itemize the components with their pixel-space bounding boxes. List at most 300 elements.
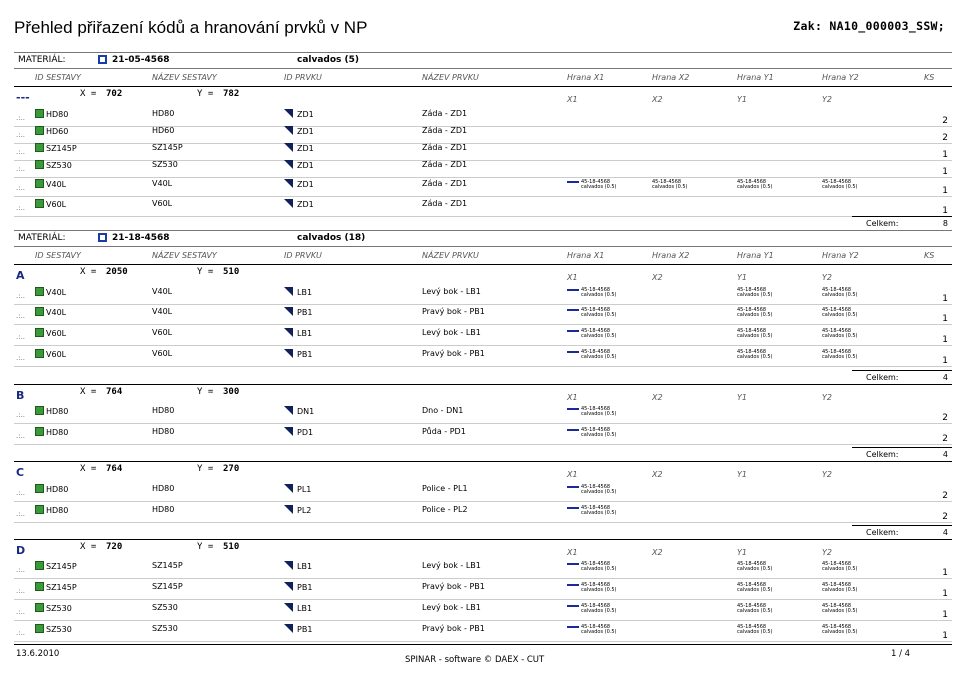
part-id: PB1 [297, 625, 313, 634]
edge-code: 45-18-4568 [737, 179, 767, 185]
part-name: Pravý bok - PB1 [422, 349, 485, 358]
material-code: 21-18-4568 [98, 233, 170, 243]
column-header [14, 251, 952, 263]
edge-line [567, 330, 579, 332]
y-label: Y = [197, 387, 214, 397]
edge-material: calvados (0.5) [822, 629, 858, 635]
assembly-icon [35, 484, 44, 493]
part-icon [284, 406, 293, 415]
row-marker: .:.. [16, 489, 26, 497]
edge-code: 45-18-4568 [737, 561, 767, 567]
part-name: Záda - ZD1 [422, 109, 468, 118]
material-code: 21-05-4568 [98, 55, 170, 65]
row-marker: .:.. [16, 148, 26, 156]
row-marker: .:.. [16, 131, 26, 139]
edge-banding-y2 [822, 604, 882, 614]
edge-code: 45-18-4568 [822, 179, 852, 185]
edge-code: 45-18-4568 [581, 582, 611, 588]
group-letter: C [16, 466, 25, 479]
assembly-icon [35, 406, 44, 415]
edge-line [567, 351, 579, 353]
edge-banding-y1 [737, 329, 797, 339]
assembly-name: HD80 [152, 427, 175, 436]
assembly-id: HD80 [46, 407, 69, 416]
assembly-id-cell [35, 603, 72, 613]
quantity: 2 [942, 434, 948, 444]
edge-material: calvados (0.5) [822, 333, 858, 339]
total-label: Celkem: [866, 219, 899, 228]
assembly-name: V40L [152, 179, 173, 188]
part-id: ZD1 [297, 200, 314, 209]
edge-line [567, 408, 579, 410]
table-row[interactable] [14, 600, 952, 621]
part-icon [284, 505, 293, 514]
table-row[interactable] [14, 424, 952, 445]
group-divider [14, 264, 952, 265]
total-label: Celkem: [866, 373, 899, 382]
edge-column-label: Y1 [737, 273, 747, 282]
edge-material: calvados (0.5) [581, 432, 617, 438]
edge-material: calvados (0.5) [581, 566, 617, 572]
column-header-label: ID SESTAVY [35, 251, 81, 260]
quantity: 2 [942, 116, 948, 126]
edge-material: calvados (0.5) [822, 292, 858, 298]
edge-code: 45-18-4568 [822, 624, 852, 630]
group-total [852, 370, 952, 383]
edge-code: 45-18-4568 [737, 624, 767, 630]
edge-material: calvados (0.5) [581, 411, 617, 417]
part-icon [284, 484, 293, 493]
assembly-id-cell [35, 561, 77, 571]
assembly-id: HD80 [46, 428, 69, 437]
total-value: 4 [942, 373, 948, 382]
edge-material: calvados (0.5) [581, 354, 617, 360]
assembly-name: SZ145P [152, 582, 183, 591]
part-name: Pravý bok - PB1 [422, 582, 485, 591]
total-value: 8 [942, 219, 948, 228]
assembly-name: HD80 [152, 109, 175, 118]
assembly-icon [35, 349, 44, 358]
part-icon [284, 349, 293, 358]
quantity: 1 [942, 167, 948, 177]
footer-date: 13.6.2010 [16, 649, 60, 659]
edge-material: calvados (0.5) [737, 333, 773, 339]
part-id: ZD1 [297, 144, 314, 153]
part-icon [284, 603, 293, 612]
part-id-cell [284, 199, 314, 209]
edge-material: calvados (0.5) [581, 489, 617, 495]
quantity: 2 [942, 413, 948, 423]
group-total [852, 525, 952, 538]
edge-code: 45-18-4568 [581, 505, 611, 511]
part-id: PL2 [297, 506, 312, 515]
edge-code: 45-18-4568 [737, 349, 767, 355]
row-marker: .:.. [16, 629, 26, 637]
quantity: 1 [942, 610, 948, 620]
footer-software: SPINAR - software © DAEX - CUT [405, 655, 545, 665]
column-header-label: Hrana Y2 [822, 73, 859, 82]
assembly-id: SZ530 [46, 161, 72, 170]
part-name: Záda - ZD1 [422, 126, 468, 135]
edge-material: calvados (0.5) [581, 587, 617, 593]
table-row[interactable] [14, 579, 952, 600]
part-name: Záda - ZD1 [422, 143, 468, 152]
edge-column-label: X1 [567, 470, 578, 479]
edge-banding-y2 [822, 583, 882, 593]
y-label: Y = [197, 464, 214, 474]
part-icon [284, 126, 293, 135]
part-name: Levý bok - LB1 [422, 603, 481, 612]
assembly-id: V40L [46, 288, 67, 297]
table-row[interactable] [14, 176, 952, 197]
material-name: calvados (5) [297, 55, 360, 65]
edge-banding-y1 [737, 562, 797, 572]
row-marker: .:.. [16, 566, 26, 574]
edge-material: calvados (0.5) [822, 587, 858, 593]
edge-code: 45-18-4568 [737, 287, 767, 293]
assembly-name: SZ530 [152, 160, 178, 169]
assembly-id: V60L [46, 200, 67, 209]
edge-material: calvados (0.5) [652, 184, 688, 190]
edge-material: calvados (0.5) [737, 566, 773, 572]
quantity: 2 [942, 491, 948, 501]
edge-code: 45-18-4568 [581, 484, 611, 490]
table-row[interactable] [14, 157, 952, 178]
part-id-cell [284, 109, 314, 119]
part-icon [284, 582, 293, 591]
group-total [852, 447, 952, 460]
assembly-icon [35, 505, 44, 514]
edge-banding-x1 [567, 288, 627, 298]
row-marker: .:.. [16, 411, 26, 419]
edge-code: 45-18-4568 [822, 328, 852, 334]
part-id: ZD1 [297, 127, 314, 136]
edge-banding-y1 [737, 625, 797, 635]
part-id-cell [284, 406, 314, 416]
x-label: X = [80, 89, 97, 99]
part-name: Pravý bok - PB1 [422, 624, 485, 633]
edge-code: 45-18-4568 [737, 307, 767, 313]
edge-column-label: Y2 [822, 470, 832, 479]
edge-banding-y2 [822, 329, 882, 339]
assembly-id-cell [35, 427, 68, 437]
assembly-name: V40L [152, 287, 173, 296]
edge-line [567, 429, 579, 431]
group-letter: D [16, 544, 26, 557]
part-icon [284, 109, 293, 118]
assembly-id: HD60 [46, 127, 69, 136]
edge-material: calvados (0.5) [737, 292, 773, 298]
x-label: X = [80, 387, 97, 397]
part-id: PD1 [297, 428, 314, 437]
edge-banding-x1 [567, 428, 627, 438]
table-row[interactable] [14, 346, 952, 367]
group-header [14, 89, 952, 104]
edge-code: 45-18-4568 [581, 624, 611, 630]
part-icon [284, 143, 293, 152]
part-id-cell [284, 126, 314, 136]
part-id: ZD1 [297, 161, 314, 170]
assembly-name: V60L [152, 328, 173, 337]
part-name: Police - PL1 [422, 484, 468, 493]
edge-banding-x2 [652, 180, 712, 190]
quantity: 1 [942, 186, 948, 196]
footer-page: 1 / 4 [891, 649, 911, 659]
edge-banding-x1 [567, 583, 627, 593]
edge-code: 45-18-4568 [822, 582, 852, 588]
part-name: Levý bok - LB1 [422, 561, 481, 570]
quantity: 1 [942, 314, 948, 324]
edge-material: calvados (0.5) [822, 312, 858, 318]
column-header-label: Hrana X1 [567, 251, 605, 260]
edge-code: 45-18-4568 [581, 603, 611, 609]
material-row [14, 52, 952, 69]
assembly-icon [35, 427, 44, 436]
part-id-cell [284, 561, 312, 571]
footer-divider [14, 644, 952, 645]
edge-code: 45-18-4568 [581, 561, 611, 567]
row-marker: .:.. [16, 114, 26, 122]
table-row[interactable] [14, 196, 952, 217]
group-divider [14, 461, 952, 462]
quantity: 2 [942, 512, 948, 522]
edge-material: calvados (0.5) [822, 608, 858, 614]
edge-code: 45-18-4568 [822, 349, 852, 355]
x-label: X = [80, 267, 97, 277]
part-icon [284, 328, 293, 337]
part-icon [284, 199, 293, 208]
group-header [14, 464, 952, 479]
column-header-label: NÁZEV PRVKU [422, 73, 479, 82]
assembly-icon [35, 582, 44, 591]
table-row[interactable] [14, 481, 952, 502]
edge-banding-x1 [567, 506, 627, 516]
edge-banding-x1 [567, 350, 627, 360]
assembly-id-cell [35, 287, 66, 297]
assembly-id: HD80 [46, 506, 69, 515]
part-name: Záda - ZD1 [422, 160, 468, 169]
group-divider [14, 384, 952, 385]
x-value: 764 [106, 464, 123, 474]
table-row[interactable] [14, 325, 952, 346]
edge-code: 45-18-4568 [822, 561, 852, 567]
column-header-label: Hrana Y1 [737, 73, 774, 82]
y-value: 270 [223, 464, 240, 474]
column-header [14, 73, 952, 85]
part-name: Pravý bok - PB1 [422, 307, 485, 316]
edge-column-label: Y1 [737, 393, 747, 402]
quantity: 1 [942, 631, 948, 641]
assembly-id: HD80 [46, 485, 69, 494]
assembly-id-cell [35, 307, 66, 317]
assembly-id: V60L [46, 350, 67, 359]
edge-line [567, 584, 579, 586]
part-id: PB1 [297, 583, 313, 592]
part-icon [284, 307, 293, 316]
row-marker: .:.. [16, 184, 26, 192]
y-value: 300 [223, 387, 240, 397]
part-name: Půda - PD1 [422, 427, 466, 436]
edge-code: 45-18-4568 [581, 427, 611, 433]
assembly-id-cell [35, 624, 72, 634]
edge-code: 45-18-4568 [581, 307, 611, 313]
edge-line [567, 181, 579, 183]
x-label: X = [80, 542, 97, 552]
edge-material: calvados (0.5) [581, 608, 617, 614]
edge-column-label: X1 [567, 95, 578, 104]
assembly-icon [35, 307, 44, 316]
edge-line [567, 309, 579, 311]
part-id-cell [284, 349, 312, 359]
quantity: 1 [942, 294, 948, 304]
part-id-cell [284, 179, 314, 189]
assembly-id: SZ145P [46, 583, 77, 592]
edge-banding-y2 [822, 288, 882, 298]
part-id-cell [284, 287, 312, 297]
edge-material: calvados (0.5) [581, 629, 617, 635]
quantity: 1 [942, 589, 948, 599]
y-value: 782 [223, 89, 240, 99]
edge-banding-x1 [567, 407, 627, 417]
column-header-label: KS [924, 73, 935, 82]
table-row[interactable] [14, 621, 952, 642]
y-label: Y = [197, 267, 214, 277]
column-header-label: KS [924, 251, 935, 260]
edge-column-label: Y2 [822, 393, 832, 402]
column-header-label: Hrana Y1 [737, 251, 774, 260]
part-id: PB1 [297, 350, 313, 359]
column-header-label: ID PRVKU [284, 73, 322, 82]
column-header-label: Hrana X2 [652, 73, 690, 82]
assembly-id-cell [35, 199, 66, 209]
table-row[interactable] [14, 558, 952, 579]
quantity: 1 [942, 150, 948, 160]
edge-banding-y2 [822, 562, 882, 572]
assembly-name: SZ530 [152, 603, 178, 612]
assembly-id-cell [35, 349, 66, 359]
edge-line [567, 507, 579, 509]
x-value: 702 [106, 89, 123, 99]
assembly-icon [35, 328, 44, 337]
part-icon [284, 561, 293, 570]
row-marker: .:.. [16, 587, 26, 595]
part-name: Levý bok - LB1 [422, 328, 481, 337]
part-id: LB1 [297, 562, 313, 571]
edge-column-label: X1 [567, 548, 578, 557]
column-header-label: NÁZEV SESTAVY [152, 73, 217, 82]
edge-line [567, 605, 579, 607]
edge-column-label: X1 [567, 393, 578, 402]
edge-banding-y1 [737, 350, 797, 360]
edge-code: 45-18-4568 [581, 328, 611, 334]
edge-material: calvados (0.5) [822, 184, 858, 190]
part-name: Záda - ZD1 [422, 199, 468, 208]
row-marker: .:.. [16, 510, 26, 518]
part-id-cell [284, 624, 312, 634]
assembly-icon [35, 126, 44, 135]
table-row[interactable] [14, 502, 952, 523]
edge-banding-x1 [567, 308, 627, 318]
table-row[interactable] [14, 403, 952, 424]
material-total [852, 216, 952, 229]
group-header [14, 387, 952, 402]
quantity: 1 [942, 206, 948, 216]
assembly-id-cell [35, 582, 77, 592]
group-letter: A [16, 269, 25, 282]
part-name: Police - PL2 [422, 505, 468, 514]
edge-code: 45-18-4568 [737, 603, 767, 609]
part-name: Dno - DN1 [422, 406, 464, 415]
assembly-icon [35, 109, 44, 118]
row-marker: .:.. [16, 312, 26, 320]
edge-material: calvados (0.5) [737, 608, 773, 614]
edge-material: calvados (0.5) [822, 566, 858, 572]
assembly-icon [35, 561, 44, 570]
part-id: LB1 [297, 288, 313, 297]
assembly-name: V60L [152, 199, 173, 208]
x-value: 720 [106, 542, 123, 552]
edge-code: 45-18-4568 [581, 287, 611, 293]
edge-code: 45-18-4568 [822, 603, 852, 609]
total-value: 4 [942, 528, 948, 537]
edge-material: calvados (0.5) [737, 629, 773, 635]
assembly-name: HD60 [152, 126, 175, 135]
edge-code: 45-18-4568 [822, 307, 852, 313]
edge-material: calvados (0.5) [581, 510, 617, 516]
edge-banding-y1 [737, 180, 797, 190]
edge-material: calvados (0.5) [581, 312, 617, 318]
edge-column-label: Y1 [737, 470, 747, 479]
edge-material: calvados (0.5) [737, 587, 773, 593]
part-id: PL1 [297, 485, 312, 494]
edge-banding-x1 [567, 604, 627, 614]
edge-banding-y2 [822, 350, 882, 360]
group-divider [14, 86, 952, 87]
part-icon [284, 624, 293, 633]
edge-line [567, 289, 579, 291]
edge-column-label: X2 [652, 273, 663, 282]
group-letter: --- [16, 91, 30, 104]
group-letter: B [16, 389, 25, 402]
edge-material: calvados (0.5) [737, 354, 773, 360]
assembly-icon [35, 603, 44, 612]
part-icon [284, 287, 293, 296]
part-id: LB1 [297, 329, 313, 338]
material-label: MATERIÁL: [18, 55, 66, 65]
row-marker: .:.. [16, 354, 26, 362]
edge-column-label: X2 [652, 548, 663, 557]
part-icon [284, 427, 293, 436]
material-label: MATERIÁL: [18, 233, 66, 243]
part-icon [284, 179, 293, 188]
edge-code: 45-18-4568 [581, 406, 611, 412]
assembly-id: V40L [46, 308, 67, 317]
edge-code: 45-18-4568 [581, 349, 611, 355]
column-header-label: NÁZEV SESTAVY [152, 251, 217, 260]
total-label: Celkem: [866, 450, 899, 459]
table-row[interactable] [14, 304, 952, 325]
part-id-cell [284, 307, 312, 317]
edge-banding-y1 [737, 308, 797, 318]
table-row[interactable] [14, 284, 952, 305]
y-label: Y = [197, 89, 214, 99]
assembly-icon [35, 179, 44, 188]
edge-column-label: Y2 [822, 548, 832, 557]
edge-code: 45-18-4568 [737, 328, 767, 334]
assembly-id-cell [35, 328, 66, 338]
part-id-cell [284, 427, 313, 437]
assembly-name: HD80 [152, 484, 175, 493]
